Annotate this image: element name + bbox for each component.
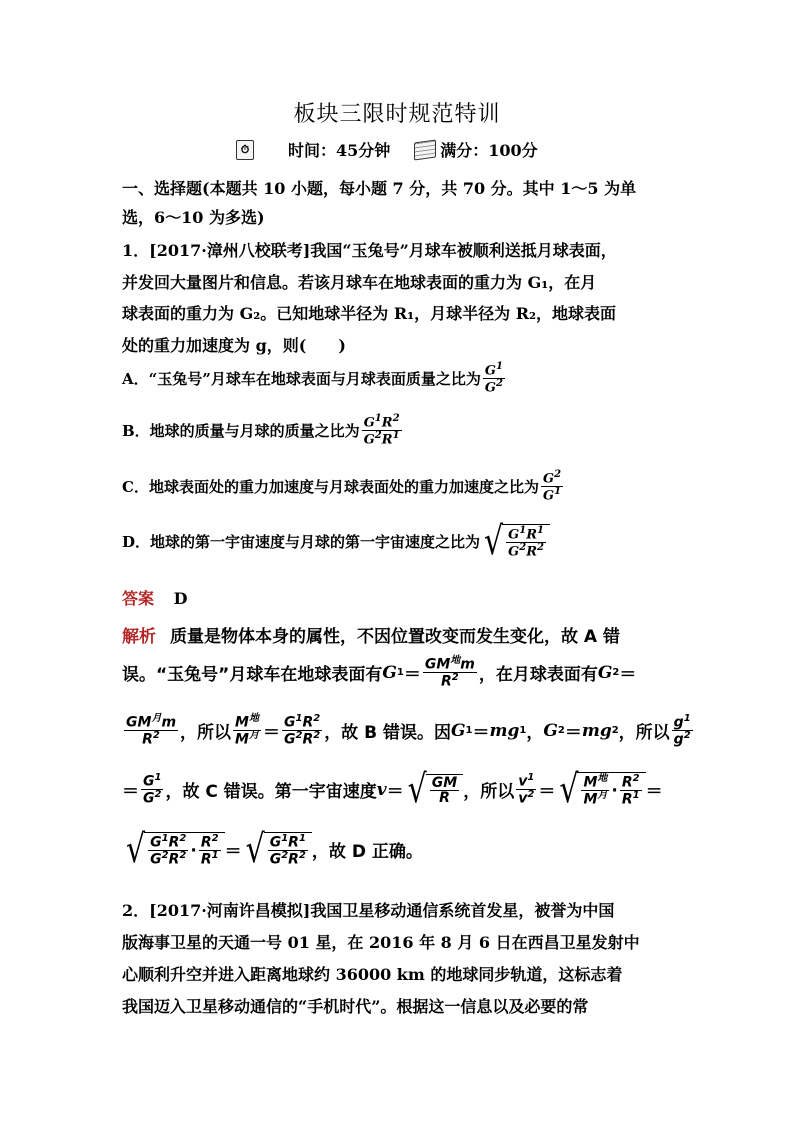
analysis-label: 解析 [122,627,156,647]
option-c [122,470,565,503]
option-b [122,414,404,447]
q1-line-2: 并发回大量图片和信息。若该月球车在地球表面的重力为 G₁，在月 [122,273,597,292]
option-d-text: D．地球的第一宇宙速度与月球的第一宇宙速度之比为 [122,533,481,551]
answer-value: D [173,589,188,608]
page-title: 板块三限时规范特训 [293,102,501,127]
analysis-text-3b: ，故 B 错误。因 [324,723,451,744]
analysis-text-4b: ，所以 [463,782,515,803]
time-bar [236,138,538,161]
section-heading-2: 选，6～10 为多选) [122,208,265,227]
clock-icon: ⏱ [236,140,254,160]
answer-row [122,586,187,609]
time-label: 时间：45分钟 [288,141,391,160]
score-label: 满分：100分 [440,141,538,160]
q1-line-3: 球表面的重力为 G₂。已知地球半径为 R₁，月球半径为 R₂，地球表面 [122,304,616,323]
q2-line-4: 我国迈入卫星移动通信的“手机时代”。根据这一信息以及必要的常 [122,997,589,1016]
option-c-text: C．地球表面处的重力加速度与月球表面处的重力加速度之比为 [122,477,539,496]
notebook-icon [414,139,436,160]
analysis-text-3c: ，所以 [618,723,670,744]
q1-line-4: 处的重力加速度为 g，则( ) [122,336,346,355]
answer-label: 答案 [122,589,155,608]
option-a-text: A．“玉兔号”月球车在地球表面与月球表面质量之比为 [122,369,481,388]
analysis-line-3: $\frac{GM^月m}{R^2}$ ，所以 $\frac{M^地}{M^月}$ ＝ $\frac{G^1R^2}{G^2R^2}$ ，故 B 错误。因 G 1 ＝ mg 1 ， G 2 ＝ mg 2 ，所以 $\frac{g^1}{g^2}$ [126,713,691,748]
q2-line-2: 版海事卫星的天通一号 01 星，在 2016 年 8 月 6 日在西昌卫星发射中 [122,933,640,952]
q2-line-1: 2．[2017·河南许昌模拟]我国卫星移动通信系统首发星，被誉为中国 [122,901,615,920]
analysis-line-1 [122,622,620,647]
analysis-text-2a: 误。“玉兔号”月球车在地球表面有 [122,665,383,686]
option-a [122,362,507,395]
analysis-text-5: ，故 D 正确。 [311,842,423,863]
analysis-text-2b: ，在月球表面有 [478,665,598,686]
section-heading-1: 一、选择题(本题共 10 小题，每小题 7 分，共 70 分。其中 1～5 为单 [122,179,637,198]
analysis-line-2: 误。“玉兔号”月球车在地球表面有 G 1 ＝ $\frac{GM^地m}{R^2}$ ，在月球表面有 G 2 ＝ [122,655,637,690]
option-b-fraction: $\frac{G^1R^2}{G^2R^1}$ [363,413,400,448]
option-b-text: B．地球的质量与月球的质量之比为 [122,421,360,440]
analysis-line-4: ＝ $\frac{G^1}{G^2}$ ，故 C 错误。第一宇宙速度 v ＝ √ $\frac{GM}{R}$ ，所以 $\frac{v^1}{v^2}$ ＝ √ $\frac{M^地}{M^月}$ · $\frac{R^2}{R^1}$ ＝ [122,767,663,813]
analysis-text-1: 质量是物体本身的属性，不因位置改变而发生变化，故 A 错 [170,627,620,647]
analysis-text-4a: ，故 C 错误。第一宇宙速度 [165,782,377,803]
analysis-text-3a: ，所以 [180,723,232,744]
q1-line-1: 1．[2017·漳州八校联考]我国“玉兔号”月球车被顺利送抵月球表面， [122,241,617,260]
option-a-fraction: $\frac{G^1}{G^2}$ [484,361,503,396]
analysis-line-5: √ $\frac{G^1R^2}{G^2R^2}$ · $\frac{R^2}{R^1}$ ＝ √ $\frac{G^1R^1}{G^2R^2}$ ，故 D 正确。 [126,827,423,873]
option-d-sqrt: √ $\frac{G^1R^1}{G^2R^2}$ [484,524,550,559]
option-d [122,518,550,565]
option-c-fraction: $\frac{G^2}{G^1}$ [542,469,562,504]
q2-line-3: 心顺利升空并进入距离地球约 36000 km 的地球同步轨道，这标志着 [122,965,623,984]
